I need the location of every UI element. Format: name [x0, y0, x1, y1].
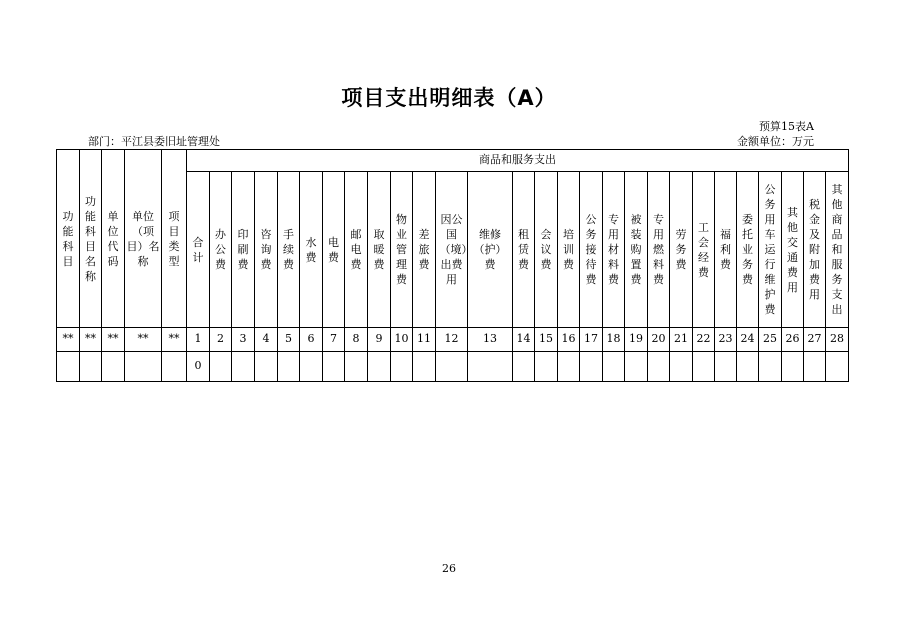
table-cell	[759, 352, 782, 382]
header-fixed-2: 单位代码	[102, 150, 125, 328]
table-cell	[513, 352, 535, 382]
col-number: 16	[558, 328, 580, 352]
table-cell	[323, 352, 345, 382]
department-label: 部门：平江县委旧址管理处	[88, 135, 220, 148]
fixed-marker: **	[125, 328, 162, 352]
table-cell	[580, 352, 603, 382]
col-number: 15	[535, 328, 558, 352]
col-header-28: 其他商品和服务支出	[826, 172, 849, 328]
col-header-17: 公务接待费	[580, 172, 603, 328]
col-number: 9	[368, 328, 391, 352]
table-cell	[368, 352, 391, 382]
col-header-20: 专用燃料费	[648, 172, 670, 328]
col-header-24: 委托业务费	[737, 172, 759, 328]
table-cell	[57, 352, 80, 382]
col-header-13: 维修（护）费	[468, 172, 513, 328]
col-header-18: 专用材料费	[603, 172, 625, 328]
table-cell	[737, 352, 759, 382]
col-number: 23	[715, 328, 737, 352]
table-cell	[162, 352, 187, 382]
col-header-9: 取暖费	[368, 172, 391, 328]
table-cell	[468, 352, 513, 382]
col-header-16: 培训费	[558, 172, 580, 328]
col-number: 20	[648, 328, 670, 352]
expense-detail-table	[56, 149, 849, 382]
fixed-marker: **	[162, 328, 187, 352]
col-header-23: 福利费	[715, 172, 737, 328]
fixed-marker: **	[102, 328, 125, 352]
col-number: 27	[804, 328, 826, 352]
col-number: 25	[759, 328, 782, 352]
table-cell	[558, 352, 580, 382]
page-number: 26	[442, 562, 456, 575]
fixed-marker: **	[57, 328, 80, 352]
col-header-27: 税金及附加费用	[804, 172, 826, 328]
col-number: 11	[413, 328, 436, 352]
col-header-6: 水费	[300, 172, 323, 328]
header-fixed-4: 项目类型	[162, 150, 187, 328]
col-number: 2	[210, 328, 232, 352]
col-number: 12	[436, 328, 468, 352]
page-title: 项目支出明细表（A）	[341, 86, 557, 110]
col-number: 13	[468, 328, 513, 352]
total-value-cell: 0	[187, 352, 210, 382]
table-cell	[693, 352, 715, 382]
table-cell	[670, 352, 693, 382]
col-header-15: 会议费	[535, 172, 558, 328]
col-number: 22	[693, 328, 715, 352]
col-number: 5	[278, 328, 300, 352]
table-cell	[436, 352, 468, 382]
col-number: 1	[187, 328, 210, 352]
col-number: 3	[232, 328, 255, 352]
table-cell	[232, 352, 255, 382]
table-cell	[603, 352, 625, 382]
fixed-marker: **	[80, 328, 102, 352]
table-cell	[715, 352, 737, 382]
col-header-5: 手续费	[278, 172, 300, 328]
table-cell	[345, 352, 368, 382]
col-number: 28	[826, 328, 849, 352]
col-number: 6	[300, 328, 323, 352]
table-cell	[535, 352, 558, 382]
col-header-3: 印刷费	[232, 172, 255, 328]
table-cell	[391, 352, 413, 382]
col-header-10: 物业管理费	[391, 172, 413, 328]
col-number: 8	[345, 328, 368, 352]
col-number: 17	[580, 328, 603, 352]
col-number: 14	[513, 328, 535, 352]
table-cell	[782, 352, 804, 382]
table-cell	[125, 352, 162, 382]
table-cell	[278, 352, 300, 382]
col-header-4: 咨询费	[255, 172, 278, 328]
table-cell	[210, 352, 232, 382]
col-number: 7	[323, 328, 345, 352]
table-cell	[102, 352, 125, 382]
header-fixed-0: 功能科目	[57, 150, 80, 328]
table-cell	[255, 352, 278, 382]
group-header: 商品和服务支出	[187, 150, 849, 172]
table-cell	[80, 352, 102, 382]
header-fixed-3: 单位（项目）名称	[125, 150, 162, 328]
col-header-7: 电费	[323, 172, 345, 328]
table-cell	[826, 352, 849, 382]
col-header-19: 被装购置费	[625, 172, 648, 328]
table-cell	[300, 352, 323, 382]
col-number: 21	[670, 328, 693, 352]
header-fixed-1: 功能科目名称	[80, 150, 102, 328]
col-header-26: 其他交通费用	[782, 172, 804, 328]
table-row	[57, 352, 849, 382]
col-number: 24	[737, 328, 759, 352]
col-number: 10	[391, 328, 413, 352]
amount-unit-label: 金额单位：万元	[737, 135, 814, 148]
col-number: 18	[603, 328, 625, 352]
col-header-21: 劳务费	[670, 172, 693, 328]
table-cell	[648, 352, 670, 382]
col-header-22: 工会经费	[693, 172, 715, 328]
budget-table-code: 预算15表A	[759, 120, 814, 133]
table-cell	[413, 352, 436, 382]
col-number: 26	[782, 328, 804, 352]
col-number: 4	[255, 328, 278, 352]
col-header-14: 租赁费	[513, 172, 535, 328]
table-cell	[804, 352, 826, 382]
col-header-11: 差旅费	[413, 172, 436, 328]
col-header-25: 公务用车运行维护费	[759, 172, 782, 328]
col-number: 19	[625, 328, 648, 352]
col-header-2: 办公费	[210, 172, 232, 328]
col-header-1: 合计	[187, 172, 210, 328]
col-header-8: 邮电费	[345, 172, 368, 328]
col-header-12: 因公国（境）出费用	[436, 172, 468, 328]
table-cell	[625, 352, 648, 382]
